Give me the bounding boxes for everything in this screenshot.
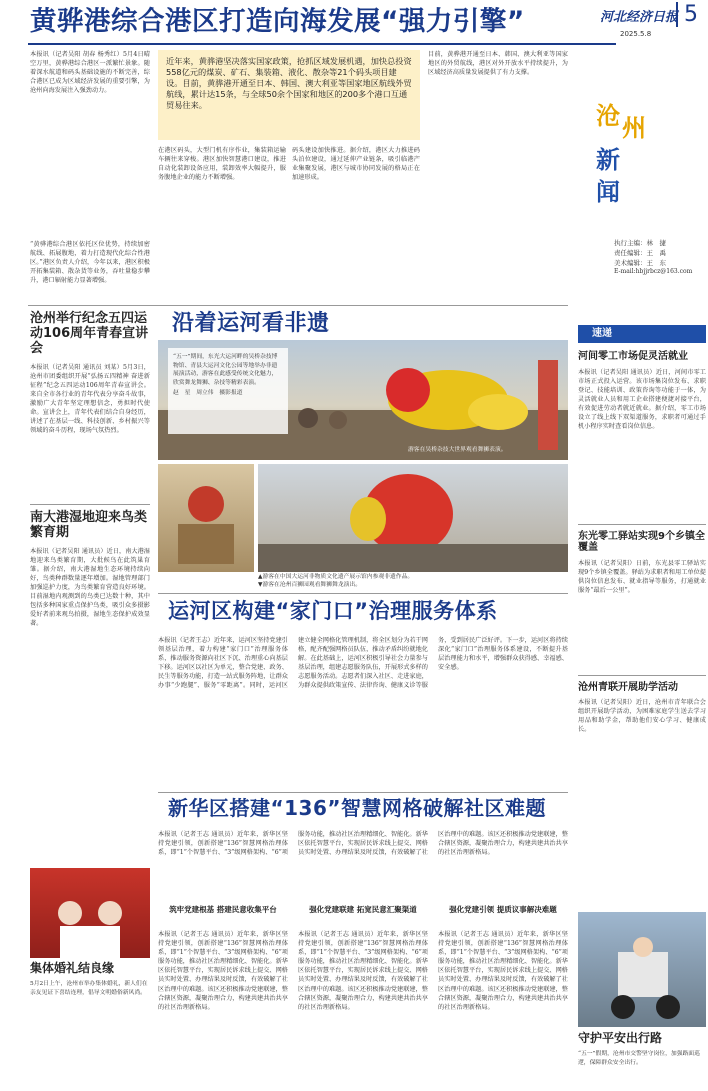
photo-dragon-show — [258, 464, 568, 572]
section-char-xin: 新 — [596, 146, 620, 174]
brief-body-2: 本报讯（记者吴阳）日前，东光县零工驿站实现9个乡镇全覆盖。驿站为求职者和用工单位提供岗位信息发布、就业指导等服务，打通就业服务“最后一公里”。 — [578, 559, 706, 594]
article-title-wetland: 南大港湿地迎来鸟类繁育期 — [30, 509, 148, 540]
wedding-caption: 5月2日上午，沧州市举办集体婚礼，新人们在亲友见证下喜结连理，倡导文明婚俗新风尚。 — [30, 981, 148, 996]
section-char-wen: 闻 — [596, 178, 620, 206]
article-canal-title: 运河区构建“家门口”治理服务体系 — [168, 599, 498, 623]
section-char-zhou: 州 — [622, 114, 646, 142]
right-column — [578, 325, 706, 905]
brief-tag: 速递 — [578, 325, 706, 343]
article-grid-col1: 本报讯（记者王志 通讯员）近年来，新华区坚持党建引领，创新搭建“136”智慧网格治理体系，即“1”个智慧平台、“3”级网格架构、“6”项服务功能，推动社区治理精细化、智能化。新华区依托智慧平台，实现居民诉求线上提交、网格员实时处置、办理结果及时反馈，有效破解了社区治理中的难题。该区还积极推动党建联建，整合辖区资源，凝聚治理合力，构建共建共治共享的社区治理新格局。 — [158, 931, 288, 1011]
article-grid-sub2: 强化党建联建 拓宽民意汇聚渠道 — [309, 905, 417, 914]
designer-credit: 美术编辑：王 东 — [614, 259, 666, 267]
photo-caption-box-text: “五一”期间，东光大运河畔的吴桥杂技博物馆、青县大运河文化公园等地举办非遗展演活动，游客在此感受传统文化魅力，欣赏舞龙舞狮、杂技等精彩表演。 — [173, 354, 278, 386]
lead-headline: 黄骅港综合港区打造向海发展“强力引擎” — [30, 6, 525, 37]
editor-credit: 执行主编：林 捷 — [614, 239, 666, 247]
photo-caption-2: ▲游客在中国大运河非物质文化遗产展示馆内参观非遗作品。 — [258, 574, 414, 580]
photo-lion-dance — [158, 340, 568, 460]
email: E-mail:hbjjrbcz@163.com — [614, 268, 693, 275]
lead-body-c: 在港区码头，大型门机有序作业，集装箱运输车辆往来穿梭。港区加快智慧港口建设，推进自动化装卸设备应用，装卸效率大幅提升，服务腹地企业的能力不断增强。 — [158, 147, 286, 182]
brief-title-3: 沧州青联开展助学活动 — [578, 681, 678, 693]
section-block — [578, 48, 708, 318]
article-grid-body: 本报讯（记者王志 通讯员）近年来，新华区坚持党建引领，创新搭建“136”智慧网格治理体系，即“1”个智慧平台、“3”级网格架构、“6”项服务功能，推动社区治理精细化、智能化。新华区依托智慧平台，实现居民诉求线上提交、网格员实时处置、办理结果及时反馈，有效破解了社区治理中的难题。该区还积极推动党建联建，整合辖区资源，凝聚治理合力，构建共建共治共享的社区治理新格局。 — [158, 831, 568, 857]
editor-credit-2: 责任编辑：王 禹 — [614, 249, 666, 257]
article-grid-sub1: 筑牢党建根基 搭建民意收集平台 — [169, 905, 277, 914]
photo-exhibit — [158, 464, 254, 572]
masthead — [0, 0, 708, 40]
traffic-title: 守护平安出行路 — [578, 1031, 663, 1045]
article-grid-columns — [158, 830, 568, 1088]
article-canal-body: 本报讯（记者王志）近年来，运河区坚持党建引领基层治理，着力构建“家门口”治理服务体系，推动服务资源向社区下沉、治理重心向基层下移。运河区以社区为单元，整合党建、政务、民生等服务功能，打造一站式服务阵地，让群众办事“少跑腿”、服务“零距离”。同时，运河区建立健全网格化管理机制，将全区划分为若干网格，配齐配强网格员队伍，推动矛盾纠纷就地化解。在此基础上，运河区积极引导社会力量参与基层治理，组建志愿服务队伍，开展形式多样的志愿服务活动。志愿者们深入社区、走进家庭，为群众提供政策宣传、法律咨询、健康义诊等服务，受到居民广泛好评。下一步，运河区将持续深化“家门口”治理服务体系建设，不断提升基层治理能力和水平，增强群众获得感、幸福感、安全感。 — [158, 637, 568, 690]
article-grid-sub3: 强化党建引领 提质议事解决难题 — [449, 905, 557, 914]
photo-wedding — [30, 868, 150, 958]
lead-highlight-box — [158, 50, 420, 140]
article-body-youth: 本报讯（记者吴阳 通讯员 刘某）5月3日，沧州市团委组织开展“弘扬五四精神 奋进新征程”纪念五四运动106周年青春宣讲会。来自全市各行业的青年代表分享奋斗故事，激励广大青年坚定理想信念，勇担时代使命。宣讲会上，青年代表们结合自身经历，讲述了在基层一线、科技创新、乡村振兴等领域的奋斗历程，现场气氛热烈。 — [30, 363, 150, 435]
paper-name: 河北经济日报 — [600, 10, 679, 25]
photo-caption-1: 游客在吴桥杂技大世界观看舞狮表演。 — [408, 447, 507, 453]
wedding-title: 集体婚礼结良缘 — [30, 961, 115, 975]
left-column — [30, 312, 150, 662]
traffic-caption: “五一”假期，沧州市交警坚守岗位，加强路面巡逻，保障群众安全出行。 — [578, 1051, 700, 1066]
page-number: 5 — [676, 2, 698, 27]
brief-title-1: 河间零工市场促灵活就业 — [578, 351, 688, 362]
brief-body-1: 本报讯（记者吴阳 通讯员）近日，河间市零工市场正式投入运营。该市场集岗位发布、求职登记、技能培训、政策咨询等功能于一体，为灵活就业人员和用工企业搭建便捷对接平台，有效促进劳动者就近就业。据介绍，零工市场设立了线上线下双渠道服务，求职者可通过手机小程序实时查看岗位信息。 — [578, 368, 706, 431]
article-title-youth: 沧州举行纪念五四运动106周年青春宣讲会 — [30, 311, 149, 356]
photo-caption-3: ▼游客在沧州百狮园观看舞狮舞龙演出。 — [258, 582, 362, 588]
article-grid-title: 新华区搭建“136”智慧网格破解社区难题 — [168, 796, 547, 820]
photo-traffic-police — [578, 912, 706, 1027]
photo-feature-title: 沿着运河看非遗 — [172, 311, 330, 336]
photo-caption-box — [168, 348, 288, 434]
article-grid-col3: 本报讯（记者王志 通讯员）近年来，新华区坚持党建引领，创新搭建“136”智慧网格治理体系，即“1”个智慧平台、“3”级网格架构、“6”项服务功能，推动社区治理精细化、智能化。新华区依托智慧平台，实现居民诉求线上提交、网格员实时处置、办理结果及时反馈，有效破解了社区治理中的难题。该区还积极推动党建联建，整合辖区资源，凝聚治理合力，构建共建共治共享的社区治理新格局。 — [438, 931, 568, 1011]
article-grid-col2: 本报讯（记者王志 通讯员）近年来，新华区坚持党建引领，创新搭建“136”智慧网格治理体系，即“1”个智慧平台、“3”级网格架构、“6”项服务功能，推动社区治理精细化、智能化。新华区依托智慧平台，实现居民诉求线上提交、网格员实时处置、办理结果及时反馈，有效破解了社区治理中的难题。该区还积极推动党建联建，整合辖区资源，凝聚治理合力，构建共建共治共享的社区治理新格局。 — [298, 931, 428, 1011]
lead-body-b: “黄骅港综合港区依托区位优势，持续加密航线、拓展腹地，着力打造现代化综合性港区。”港区负责人介绍，今年以来，港区积极开拓集装箱、散杂货等业务，吞吐量稳步攀升，港口辐射能力显著增强。 — [30, 241, 150, 285]
lead-body-d: 码头建设加快推进。据介绍，港区大力推进码头泊位建设，通过延伸产业链条，吸引临港产业集聚发展，港区与城市协同发展的格局正在加速形成。 — [292, 147, 420, 182]
lead-highlight-text: 近年来，黄骅港坚决落实国家政策，抢抓区域发展机遇，加快总投资558亿元的煤炭、矿石、集装箱、液化、散杂等21个码头项目建设。目前，黄骅港开通至日本、韩国、澳大利亚等国家地区航线外贸航线，累计达15条，与全球50余个国家和地区的200多个港口互通贸易往来。 — [166, 56, 412, 110]
lead-body-a: 本报讯（记者吴阳 胡春 杨秀红）5月4日晴空万里，黄骅港综合港区一派繁忙景象。随着深水航道和码头基础设施的不断完善，综合港区已成为区域经济发展的重要引擎，为沧州向海发展注入强劲动力。 — [30, 51, 150, 95]
lead-body-e: 目前，黄骅港开通至日本、韩国、澳大利亚等国家地区的外贸航线，港区对外开放水平持续提升，为区域经济高质量发展提供了有力支撑。 — [428, 51, 568, 77]
brief-title-2: 东光零工驿站实现9个乡镇全覆盖 — [578, 530, 705, 553]
section-char-cang: 沧 — [596, 102, 620, 130]
photo-credit: 赵 星 周立伟 摄影报道 — [173, 390, 243, 396]
article-body-wetland: 本报讯（记者吴阳 通讯员）近日，南大港湿地迎来鸟类繁育期，大批候鸟在此筑巢育雏。据介绍，南大港湿地生态环境持续向好，鸟类种群数量逐年增加。湿地管理部门加强巡护力度，为鸟类繁育营造良好环境。目前湿地内观测到的鸟类已达数十种，其中包括多种国家重点保护鸟类，吸引众多摄影爱好者前来观鸟拍摄，湿地生态保护成效显著。 — [30, 547, 150, 628]
issue-date: 2025.5.8 — [620, 30, 652, 38]
brief-body-3: 本报讯（记者吴阳）近日，沧州市青年联合会组织开展助学活动，为困难家庭学生送去学习用品和助学金，帮助他们安心学习、健康成长。 — [578, 699, 706, 734]
photo-feature — [158, 312, 568, 589]
